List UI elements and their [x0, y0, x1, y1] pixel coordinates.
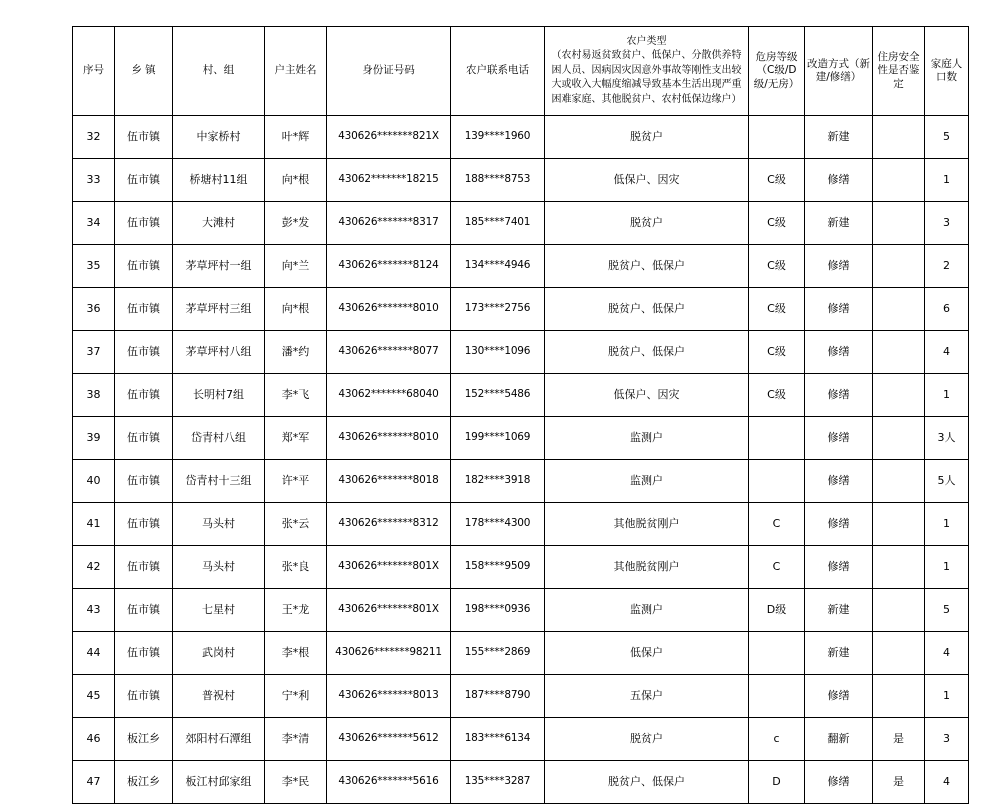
- cell-town: 伍市镇: [115, 589, 173, 632]
- cell-town: 伍市镇: [115, 159, 173, 202]
- cell-family-population: 3: [925, 202, 969, 245]
- cell-id-number: 430626*******8010: [327, 288, 451, 331]
- cell-town: 伍市镇: [115, 245, 173, 288]
- cell-householder-name: 李*根: [265, 632, 327, 675]
- table-row: [73, 288, 969, 331]
- cell-household-type: 低保户: [545, 632, 749, 675]
- cell-id-number: 43062*******18215: [327, 159, 451, 202]
- header-id-number: 身份证号码: [327, 27, 451, 116]
- cell-family-population: 3人: [925, 417, 969, 460]
- cell-village: 马头村: [173, 503, 265, 546]
- cell-renovation-method: 翻新: [805, 718, 873, 761]
- cell-danger-level: C: [749, 546, 805, 589]
- cell-village: 岱青村八组: [173, 417, 265, 460]
- header-family-population: 家庭人口数: [925, 27, 969, 116]
- cell-safety-appraisal: [873, 546, 925, 589]
- cell-household-type: 脱贫户、低保户: [545, 331, 749, 374]
- household-renovation-table: [72, 26, 969, 804]
- cell-family-population: 6: [925, 288, 969, 331]
- cell-householder-name: 向*根: [265, 288, 327, 331]
- cell-seq: 43: [73, 589, 115, 632]
- cell-renovation-method: 修缮: [805, 245, 873, 288]
- cell-household-type: 低保户、因灾: [545, 374, 749, 417]
- cell-safety-appraisal: 是: [873, 761, 925, 804]
- table-header: [73, 27, 969, 116]
- table-row: [73, 503, 969, 546]
- cell-safety-appraisal: [873, 331, 925, 374]
- cell-seq: 37: [73, 331, 115, 374]
- cell-safety-appraisal: [873, 245, 925, 288]
- cell-town: 伍市镇: [115, 503, 173, 546]
- cell-phone: 134****4946: [451, 245, 545, 288]
- cell-renovation-method: 修缮: [805, 288, 873, 331]
- table-row: [73, 718, 969, 761]
- cell-family-population: 1: [925, 159, 969, 202]
- cell-phone: 155****2869: [451, 632, 545, 675]
- cell-family-population: 1: [925, 374, 969, 417]
- cell-phone: 178****4300: [451, 503, 545, 546]
- cell-id-number: 430626*******821X: [327, 116, 451, 159]
- cell-householder-name: 李*飞: [265, 374, 327, 417]
- cell-phone: 130****1096: [451, 331, 545, 374]
- cell-householder-name: 张*云: [265, 503, 327, 546]
- cell-seq: 32: [73, 116, 115, 159]
- cell-id-number: 430626*******8317: [327, 202, 451, 245]
- cell-safety-appraisal: [873, 632, 925, 675]
- cell-village: 桥塘村11组: [173, 159, 265, 202]
- cell-village: 大滩村: [173, 202, 265, 245]
- header-household-type-detail: （农村易返贫致贫户、低保户、分散供养特困人员、因病因灾因意外事故等刚性支出较大或收入大幅度缩减导致基本生活出现严重困难家庭、其他脱贫户、农村低保边缘户）: [551, 50, 742, 105]
- cell-household-type: 其他脱贫刚户: [545, 503, 749, 546]
- cell-householder-name: 彭*发: [265, 202, 327, 245]
- cell-phone: 158****9509: [451, 546, 545, 589]
- cell-town: 伍市镇: [115, 202, 173, 245]
- cell-renovation-method: 新建: [805, 116, 873, 159]
- cell-danger-level: C级: [749, 374, 805, 417]
- table-row: [73, 417, 969, 460]
- cell-town: 伍市镇: [115, 675, 173, 718]
- table-row: [73, 546, 969, 589]
- cell-seq: 46: [73, 718, 115, 761]
- cell-family-population: 5人: [925, 460, 969, 503]
- cell-id-number: 430626*******8013: [327, 675, 451, 718]
- cell-village: 茅草坪村一组: [173, 245, 265, 288]
- cell-safety-appraisal: [873, 589, 925, 632]
- cell-safety-appraisal: [873, 159, 925, 202]
- cell-village: 板江村邱家组: [173, 761, 265, 804]
- table-row: [73, 460, 969, 503]
- cell-renovation-method: 修缮: [805, 460, 873, 503]
- cell-phone: 185****7401: [451, 202, 545, 245]
- cell-renovation-method: 修缮: [805, 546, 873, 589]
- cell-seq: 45: [73, 675, 115, 718]
- cell-seq: 41: [73, 503, 115, 546]
- cell-householder-name: 李*民: [265, 761, 327, 804]
- cell-town: 伍市镇: [115, 288, 173, 331]
- cell-renovation-method: 修缮: [805, 417, 873, 460]
- cell-household-type: 监测户: [545, 417, 749, 460]
- table-row: [73, 245, 969, 288]
- cell-village: 七星村: [173, 589, 265, 632]
- cell-renovation-method: 修缮: [805, 374, 873, 417]
- cell-safety-appraisal: [873, 503, 925, 546]
- header-safety-appraisal: 住房安全性是否鉴定: [873, 27, 925, 116]
- cell-family-population: 5: [925, 589, 969, 632]
- header-seq: 序号: [73, 27, 115, 116]
- cell-phone: 173****2756: [451, 288, 545, 331]
- cell-seq: 35: [73, 245, 115, 288]
- cell-family-population: 1: [925, 546, 969, 589]
- cell-safety-appraisal: [873, 116, 925, 159]
- cell-phone: 139****1960: [451, 116, 545, 159]
- cell-village: 普祝村: [173, 675, 265, 718]
- cell-phone: 199****1069: [451, 417, 545, 460]
- cell-town: 伍市镇: [115, 546, 173, 589]
- cell-safety-appraisal: [873, 374, 925, 417]
- cell-seq: 40: [73, 460, 115, 503]
- cell-family-population: 5: [925, 116, 969, 159]
- cell-household-type: 脱贫户: [545, 116, 749, 159]
- cell-danger-level: D: [749, 761, 805, 804]
- cell-village: 马头村: [173, 546, 265, 589]
- cell-danger-level: D级: [749, 589, 805, 632]
- cell-household-type: 脱贫户: [545, 718, 749, 761]
- table-row: [73, 202, 969, 245]
- cell-id-number: 430626*******801X: [327, 589, 451, 632]
- cell-town: 伍市镇: [115, 460, 173, 503]
- cell-town: 伍市镇: [115, 331, 173, 374]
- cell-householder-name: 叶*辉: [265, 116, 327, 159]
- cell-householder-name: 向*兰: [265, 245, 327, 288]
- cell-phone: 188****8753: [451, 159, 545, 202]
- cell-id-number: 43062*******68040: [327, 374, 451, 417]
- cell-town: 伍市镇: [115, 417, 173, 460]
- header-danger-level: 危房等级（C级/D级/无房）: [749, 27, 805, 116]
- cell-family-population: 4: [925, 331, 969, 374]
- cell-village: 岱青村十三组: [173, 460, 265, 503]
- cell-danger-level: c: [749, 718, 805, 761]
- cell-seq: 44: [73, 632, 115, 675]
- cell-seq: 42: [73, 546, 115, 589]
- cell-danger-level: [749, 460, 805, 503]
- cell-renovation-method: 新建: [805, 589, 873, 632]
- cell-family-population: 4: [925, 761, 969, 804]
- cell-town: 伍市镇: [115, 374, 173, 417]
- cell-renovation-method: 修缮: [805, 159, 873, 202]
- cell-safety-appraisal: [873, 288, 925, 331]
- cell-id-number: 430626*******8077: [327, 331, 451, 374]
- cell-householder-name: 向*根: [265, 159, 327, 202]
- cell-danger-level: [749, 632, 805, 675]
- cell-safety-appraisal: [873, 460, 925, 503]
- cell-seq: 33: [73, 159, 115, 202]
- table-row: [73, 632, 969, 675]
- header-village: 村、组: [173, 27, 265, 116]
- header-householder-name: 户主姓名: [265, 27, 327, 116]
- header-phone: 农户联系电话: [451, 27, 545, 116]
- table-row: [73, 159, 969, 202]
- cell-household-type: 脱贫户、低保户: [545, 288, 749, 331]
- cell-village: 茅草坪村三组: [173, 288, 265, 331]
- cell-householder-name: 张*良: [265, 546, 327, 589]
- cell-renovation-method: 修缮: [805, 503, 873, 546]
- cell-danger-level: C级: [749, 159, 805, 202]
- cell-household-type: 脱贫户、低保户: [545, 761, 749, 804]
- cell-village: 长明村7组: [173, 374, 265, 417]
- cell-household-type: 五保户: [545, 675, 749, 718]
- cell-seq: 34: [73, 202, 115, 245]
- cell-renovation-method: 新建: [805, 632, 873, 675]
- cell-id-number: 430626*******8010: [327, 417, 451, 460]
- cell-id-number: 430626*******98211: [327, 632, 451, 675]
- cell-village: 郊阳村石潭组: [173, 718, 265, 761]
- cell-household-type: 其他脱贫刚户: [545, 546, 749, 589]
- cell-householder-name: 王*龙: [265, 589, 327, 632]
- cell-village: 武岗村: [173, 632, 265, 675]
- cell-town: 伍市镇: [115, 632, 173, 675]
- cell-renovation-method: 新建: [805, 202, 873, 245]
- cell-danger-level: [749, 116, 805, 159]
- cell-householder-name: 许*平: [265, 460, 327, 503]
- table-body: [73, 116, 969, 804]
- cell-phone: 152****5486: [451, 374, 545, 417]
- header-renovation-method: 改造方式（新建/修缮）: [805, 27, 873, 116]
- cell-household-type: 监测户: [545, 460, 749, 503]
- table-row: [73, 116, 969, 159]
- cell-household-type: 脱贫户: [545, 202, 749, 245]
- cell-phone: 198****0936: [451, 589, 545, 632]
- cell-household-type: 脱贫户、低保户: [545, 245, 749, 288]
- table-row: [73, 761, 969, 804]
- cell-seq: 36: [73, 288, 115, 331]
- cell-phone: 183****6134: [451, 718, 545, 761]
- cell-seq: 47: [73, 761, 115, 804]
- table-header-row: [73, 27, 969, 116]
- cell-danger-level: C级: [749, 202, 805, 245]
- cell-householder-name: 李*清: [265, 718, 327, 761]
- cell-id-number: 430626*******5616: [327, 761, 451, 804]
- cell-id-number: 430626*******5612: [327, 718, 451, 761]
- cell-id-number: 430626*******8124: [327, 245, 451, 288]
- header-town: 乡 镇: [115, 27, 173, 116]
- cell-renovation-method: 修缮: [805, 675, 873, 718]
- header-household-type-title: 农户类型: [626, 35, 667, 47]
- cell-town: 伍市镇: [115, 116, 173, 159]
- cell-id-number: 430626*******8312: [327, 503, 451, 546]
- cell-danger-level: C级: [749, 288, 805, 331]
- cell-household-type: 低保户、因灾: [545, 159, 749, 202]
- cell-family-population: 1: [925, 503, 969, 546]
- cell-phone: 187****8790: [451, 675, 545, 718]
- cell-renovation-method: 修缮: [805, 331, 873, 374]
- cell-safety-appraisal: [873, 675, 925, 718]
- table-row: [73, 675, 969, 718]
- cell-seq: 39: [73, 417, 115, 460]
- cell-id-number: 430626*******8018: [327, 460, 451, 503]
- cell-phone: 135****3287: [451, 761, 545, 804]
- cell-safety-appraisal: [873, 202, 925, 245]
- cell-safety-appraisal: 是: [873, 718, 925, 761]
- cell-householder-name: 宁*利: [265, 675, 327, 718]
- cell-danger-level: C级: [749, 245, 805, 288]
- table-row: [73, 331, 969, 374]
- cell-family-population: 1: [925, 675, 969, 718]
- cell-family-population: 2: [925, 245, 969, 288]
- cell-householder-name: 郑*军: [265, 417, 327, 460]
- cell-village: 中家桥村: [173, 116, 265, 159]
- cell-family-population: 4: [925, 632, 969, 675]
- table-row: [73, 374, 969, 417]
- cell-town: 板江乡: [115, 761, 173, 804]
- cell-family-population: 3: [925, 718, 969, 761]
- cell-household-type: 监测户: [545, 589, 749, 632]
- cell-renovation-method: 修缮: [805, 761, 873, 804]
- header-household-type: [545, 27, 749, 116]
- cell-village: 茅草坪村八组: [173, 331, 265, 374]
- cell-seq: 38: [73, 374, 115, 417]
- cell-danger-level: C级: [749, 331, 805, 374]
- cell-phone: 182****3918: [451, 460, 545, 503]
- cell-safety-appraisal: [873, 417, 925, 460]
- table-row: [73, 589, 969, 632]
- cell-householder-name: 潘*约: [265, 331, 327, 374]
- cell-town: 板江乡: [115, 718, 173, 761]
- cell-danger-level: [749, 417, 805, 460]
- cell-danger-level: [749, 675, 805, 718]
- cell-danger-level: C: [749, 503, 805, 546]
- cell-id-number: 430626*******801X: [327, 546, 451, 589]
